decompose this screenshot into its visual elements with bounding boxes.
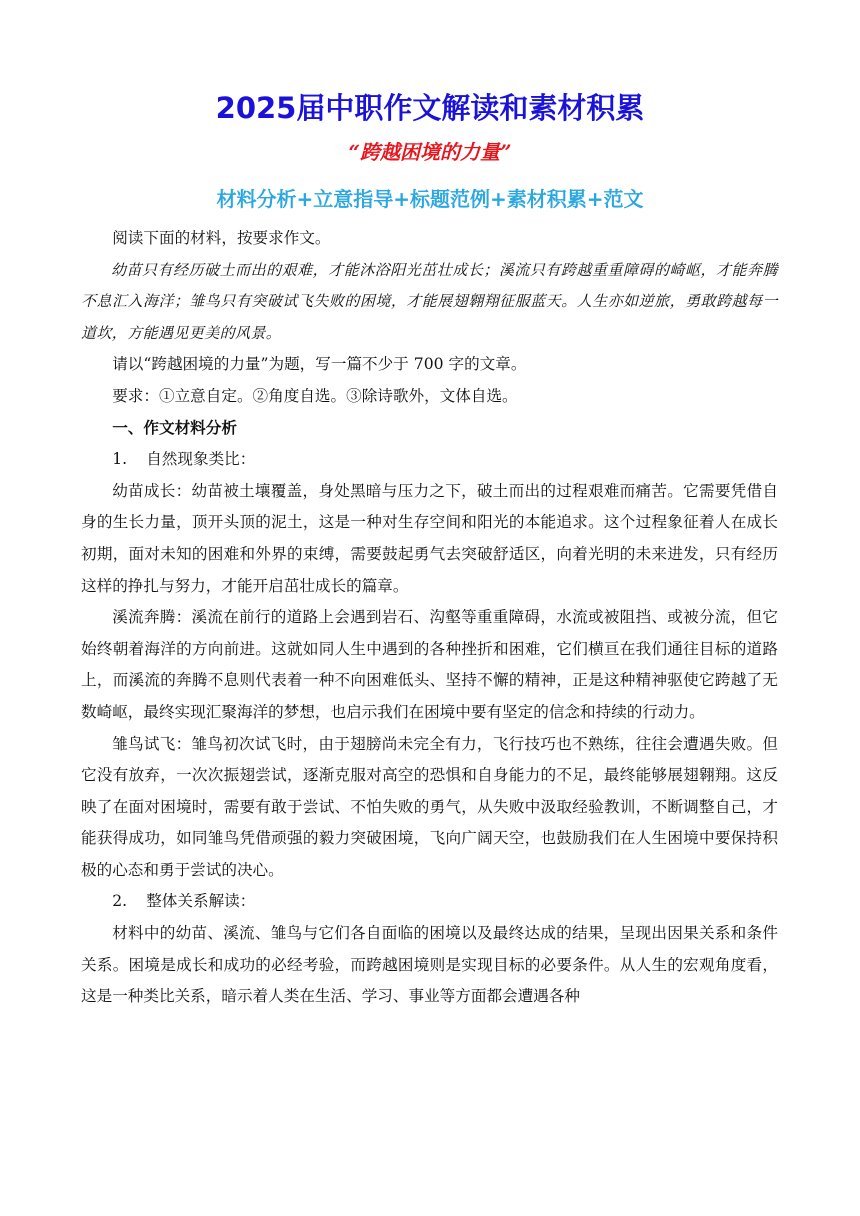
task-paragraph: 请以“跨越困境的力量”为题，写一篇不少于 700 字的文章。 bbox=[112, 355, 527, 374]
intro-paragraph: 阅读下面的材料，按要求作文。 bbox=[112, 229, 331, 247]
item-label: 整体关系解读： bbox=[146, 892, 256, 911]
numbered-item-2 bbox=[81, 886, 778, 918]
seedling-paragraph: 幼苗成长：幼苗被土壤覆盖，身处黑暗与压力之下，破土而出的过程艰难而痛苦。它需要凭借自身的生长力量，顶开头顶的泥土，这是一种对生存空间和阳光的本能追求。这个过程象征着人在成长初期，面对未知的困难和外界的束缚，需要鼓起勇气去突破舒适区，向着光明的未来进发，只有经历这样的挣扎与努力，才能开启茁壮成长的篇章。 bbox=[81, 481, 778, 595]
item-number: 1. bbox=[112, 450, 128, 469]
stream-paragraph: 溪流奔腾：溪流在前行的道路上会遇到岩石、沟壑等重重障碍，水流或被阻挡、或被分流，但它始终朝着海洋的方向前进。这就如同人生中遇到的各种挫折和困难，它们横亘在我们通往目标的道路上，而溪流的奔腾不息则代表着一种不向困难低头、坚持不懈的精神，正是这种精神驱使它跨越了无数崎岖，最终实现汇聚海洋的梦想，也启示我们在困境中要有坚定的信念和持续的行动力。 bbox=[81, 608, 778, 721]
document-title: 2025届中职作文解读和素材积累 bbox=[215, 91, 645, 125]
overall-paragraph: 材料中的幼苗、溪流、雏鸟与它们各自面临的困境以及最终达成的结果，呈现出因果关系和条件关系。困境是成长和成功的必经考验，而跨越困境则是实现目标的必要条件。从人生的宏观角度看，这是一种类比关系，暗示着人类在生活、学习、事业等方面都会遭遇各种 bbox=[81, 924, 778, 1006]
document-body bbox=[81, 223, 778, 1013]
numbered-item-1 bbox=[81, 444, 778, 476]
requirements-paragraph: 要求：①立意自定。②角度自选。③除诗歌外，文体自选。 bbox=[112, 386, 518, 405]
document-subhead: 材料分析+立意指导+标题范例+素材积累+范文 bbox=[216, 187, 644, 211]
bird-paragraph: 雏鸟试飞：雏鸟初次试飞时，由于翅膀尚未完全有力，飞行技巧也不熟练，往往会遭遇失败。但它没有放弃，一次次振翅尝试，逐渐克服对高空的恐惧和自身能力的不足，最终能够展翅翱翔。这反映了在面对困境时，需要有敢于尝试、不怕失败的勇气，从失败中汲取经验教训，不断调整自己，才能获得成功，如同雏鸟凭借顽强的毅力突破困境，飞向广阔天空，也鼓励我们在人生困境中要保持积极的心态和勇于尝试的决心。 bbox=[81, 734, 778, 879]
item-number: 2. bbox=[112, 892, 128, 911]
item-label: 自然现象类比： bbox=[146, 450, 256, 469]
document-subtitle: “跨越困境的力量” bbox=[348, 140, 512, 164]
material-paragraph: 幼苗只有经历破土而出的艰难，才能沐浴阳光茁壮成长；溪流只有跨越重重障碍的崎岖，才能奔腾不息汇入海洋；雏鸟只有突破试飞失败的困境，才能展翅翱翔征服蓝天。人生亦如逆旅，勇敢跨越每一道坎，方能遇见更美的风景。 bbox=[81, 260, 778, 342]
section-heading: 一、作文材料分析 bbox=[112, 418, 237, 437]
